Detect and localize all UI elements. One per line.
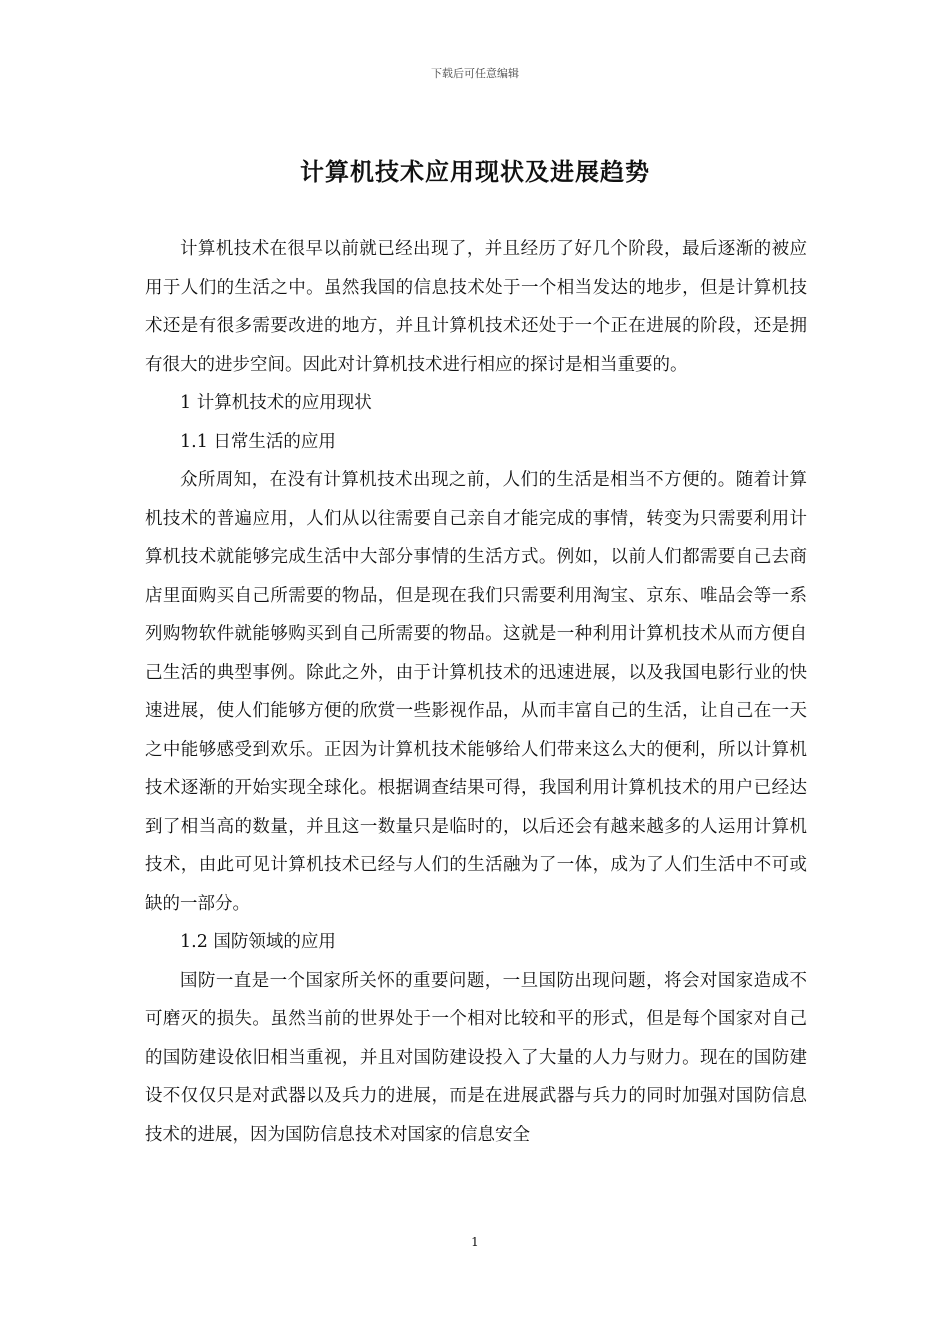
section-heading-1: 1 计算机技术的应用现状: [180, 393, 372, 413]
daily-life-paragraph: 众所周知，在没有计算机技术出现之前，人们的生活是相当不方便的。随着计算机技术的普遍应用，人们从以往需要自己亲自才能完成的事情，转变为只需要利用计算机技术就能够完成生活中大部分事情的生活方式。例如，以前人们都需要自己去商店里面购买自己所需要的物品，但是现在我们只需要利用淘宝、京东、唯品会等一系列购物软件就能够购买到自己所需要的物品。这就是一种利用计算机技术从而方便自己生活的典型事例。除此之外，由于计算机技术的迅速进展，以及我国电影行业的快速进展，使人们能够方便的欣赏一些影视作品，从而丰富自己的生活，让自己在一天之中能够感受到欢乐。正因为计算机技术能够给人们带来这么大的便利，所以计算机技术逐渐的开始实现全球化。根据调查结果可得，我国利用计算机技术的用户已经达到了相当高的数量，并且这一数量只是临时的，以后还会有越来越多的人运用计算机技术，由此可见计算机技术已经与人们的生活融为了一体，成为了人们生活中不可或缺的一部分。: [145, 470, 807, 914]
subsection-heading-1-2: 1.2 国防领域的应用: [180, 932, 336, 952]
national-defense-paragraph: 国防一直是一个国家所关怀的重要问题，一旦国防出现问题，将会对国家造成不可磨灭的损失。虽然当前的世界处于一个相对比较和平的形式，但是每个国家对自己的国防建设依旧相当重视，并且对国防建设投入了大量的人力与财力。现在的国防建设不仅仅只是对武器以及兵力的进展，而是在进展武器与兵力的同时加强对国防信息技术的进展，因为国防信息技术对国家的信息安全: [145, 970, 807, 1145]
page-header: 下载后可任意编辑: [431, 67, 519, 80]
page-number: 1: [471, 1235, 479, 1249]
intro-paragraph: 计算机技术在很早以前就已经出现了，并且经历了好几个阶段，最后逐渐的被应用于人们的生活之中。虽然我国的信息技术处于一个相当发达的地步，但是计算机技术还是有很多需要改进的地方，并且计算机技术还处于一个正在进展的阶段，还是拥有很大的进步空间。因此对计算机技术进行相应的探讨是相当重要的。: [145, 239, 807, 375]
subsection-heading-1-1: 1.1 日常生活的应用: [180, 431, 336, 452]
document-body: [145, 230, 807, 1154]
document-title: 计算机技术应用现状及进展趋势: [300, 157, 650, 186]
